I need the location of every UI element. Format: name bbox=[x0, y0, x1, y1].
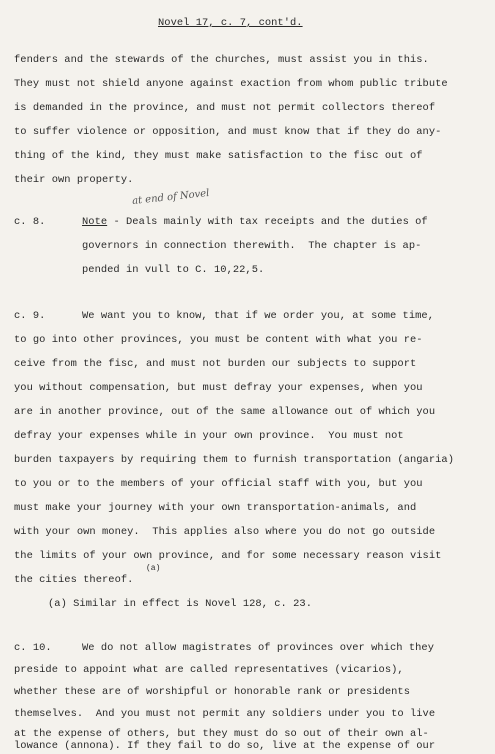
text-line: They must not shield anyone against exaction from whom public tribute bbox=[14, 78, 448, 90]
text-line: to go into other provinces, you must be content with what you re- bbox=[14, 334, 423, 346]
chapter-label: c. 10. bbox=[14, 642, 52, 654]
text-line: with your own money. This applies also where you do not go outside bbox=[14, 526, 436, 538]
footnote: (a) Similar in effect is Novel 128, c. 23. bbox=[48, 598, 312, 610]
text-line: burden taxpayers by requiring them to furnish transportation (angaria) bbox=[14, 454, 454, 466]
chapter-label: c. 8. bbox=[14, 216, 46, 228]
text-line: defray your expenses while in your own province. You must not bbox=[14, 430, 404, 442]
text-line: lowance (annona). If they fail to do so, live at the expense of our bbox=[14, 740, 436, 752]
handwritten-annotation: at end of Novel bbox=[131, 187, 210, 208]
chapter-label: c. 9. bbox=[14, 310, 46, 322]
text-line: fenders and the stewards of the churches, must assist you in this. bbox=[14, 54, 429, 66]
text-line: are in another province, out of the same allowance out of which you bbox=[14, 406, 436, 418]
text-line: thing of the kind, they must make satisfaction to the fisc out of bbox=[14, 150, 423, 162]
note-text: - Deals mainly with tax receipts and the duties of bbox=[107, 216, 428, 228]
text-line: ceive from the fisc, and must not burden our subjects to support bbox=[14, 358, 417, 370]
text-line: to suffer violence or opposition, and must know that if they do any- bbox=[14, 126, 442, 138]
text-line: is demanded in the province, and must not permit collectors thereof bbox=[14, 102, 436, 114]
note-label: Note bbox=[82, 216, 108, 228]
text-line: at the expense of others, but they must do so out of their own al- bbox=[14, 728, 429, 740]
text-line: the cities thereof. bbox=[14, 574, 134, 586]
text-line: the limits of your own province, and for some necessary reason visit bbox=[14, 550, 442, 562]
text-line: We want you to know, that if we order you, at some time, bbox=[82, 310, 434, 322]
text-line: themselves. And you must not permit any soldiers under you to live bbox=[14, 708, 436, 720]
text-line: preside to appoint what are called representatives (vicarios), bbox=[14, 664, 404, 676]
text-line: pended in vull to C. 10,22,5. bbox=[82, 264, 265, 276]
text-line bbox=[82, 216, 428, 228]
text-line: must make your journey with your own transportation-animals, and bbox=[14, 502, 417, 514]
text-line: whether these are of worshipful or honorable rank or presidents bbox=[14, 686, 410, 698]
text-line: We do not allow magistrates of provinces over which they bbox=[82, 642, 434, 654]
text-line: their own property. bbox=[14, 174, 134, 186]
text-line: to you or to the members of your official staff with you, but you bbox=[14, 478, 423, 490]
text-line: governors in connection therewith. The chapter is ap- bbox=[82, 240, 422, 252]
text-line: you without compensation, but must defray your expenses, when you bbox=[14, 382, 423, 394]
page-title: Novel 17, c. 7, cont'd. bbox=[158, 17, 303, 29]
footnote-marker: (a) bbox=[146, 564, 161, 573]
